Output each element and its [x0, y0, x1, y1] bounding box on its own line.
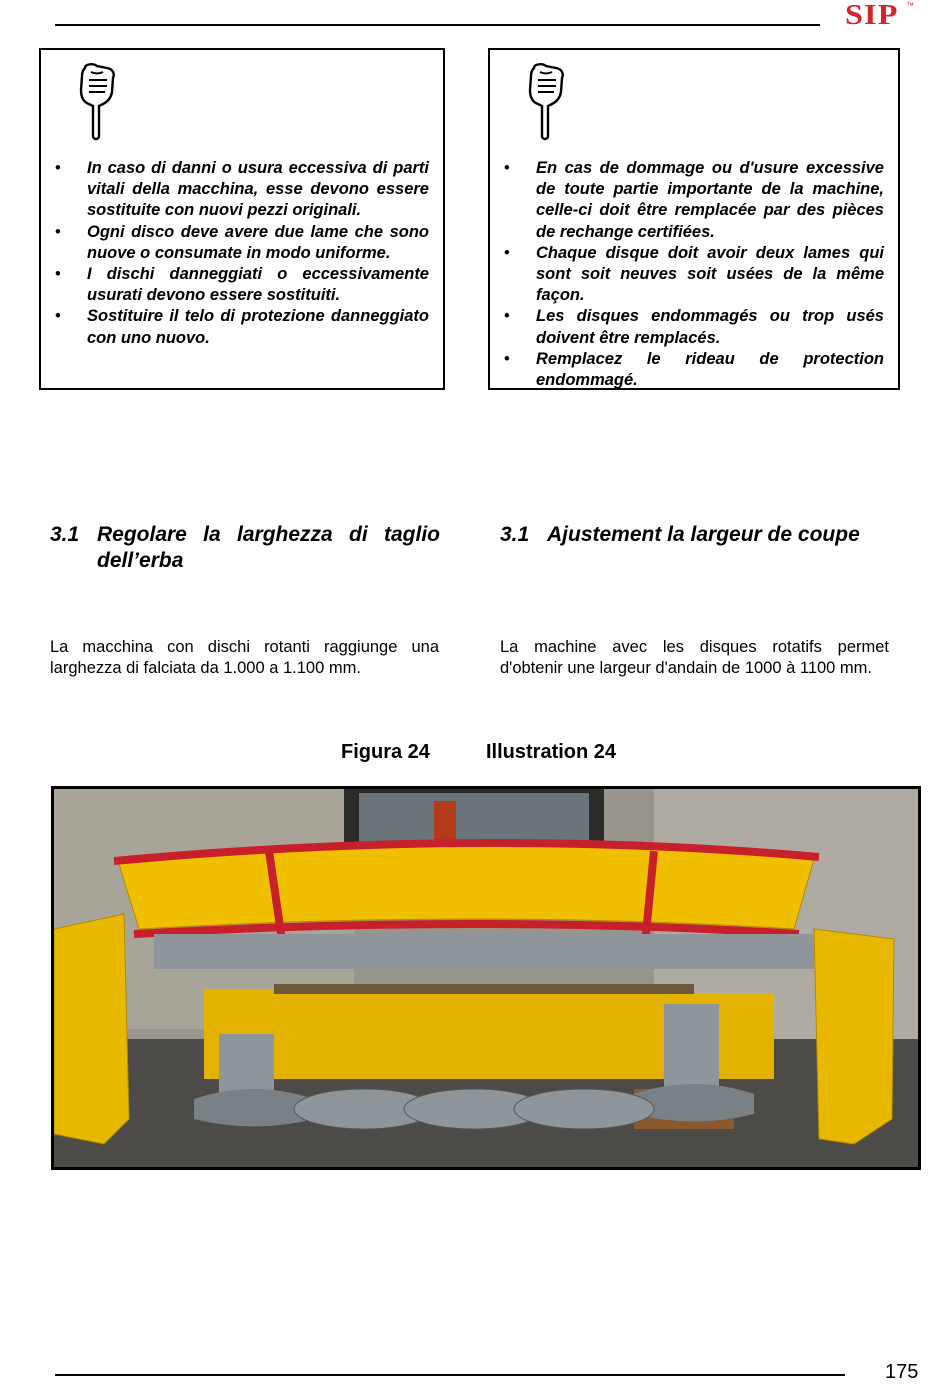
list-item: • Remplacez le rideau de protection endommagé. [504, 349, 884, 390]
list-item: • Chaque disque doit avoir deux lames qui sont soit neuves soit usées de la même façon. [504, 243, 884, 305]
pointing-hand-icon [526, 62, 566, 142]
section-title-french [500, 522, 900, 548]
warning-box-italian [39, 48, 445, 390]
list-item: • I dischi danneggiati o eccessivamente usurati devono essere sostituiti. [55, 265, 429, 305]
section-number: 3.1 [50, 523, 80, 546]
warning-list-french [500, 158, 884, 391]
list-item: • In caso di danni o usura eccessiva di parti vitali della macchina, esse devono essere sostituite con nuovi pezzi originali. [55, 159, 429, 220]
list-item: • Les disques endommagés ou trop usés doivent être remplacés. [504, 307, 884, 347]
paragraph-italian: La macchina con dischi rotanti raggiunge una larghezza di falciata da 1.000 a 1.100 mm. [50, 638, 439, 677]
figure-caption-french: Illustration 24 [486, 741, 617, 763]
figure-caption-italian: Figura 24 [341, 741, 430, 763]
list-item: • Ogni disco deve avere due lame che sono nuove o consumate in modo uniforme. [55, 222, 429, 262]
section-title-italian [50, 522, 440, 574]
section-heading-text: Regolare la larghezza di taglio dell’erba [97, 523, 440, 572]
warning-list-italian [51, 158, 429, 349]
pointing-hand-icon [77, 62, 117, 142]
sip-logo: SIP [845, 0, 899, 31]
list-item: • En cas de dommage ou d'usure excessive de toute partie importante de la machine, celle-ci doit être remplacée par des pièces de rechange certifiées. [504, 159, 884, 241]
paragraph-french: La machine avec les disques rotatifs permet d'obtenir une largeur d'andain de 1000 à 1100 mm. [500, 638, 889, 677]
page-number: 175 [885, 1361, 919, 1383]
section-number: 3.1 [500, 523, 530, 546]
mower-photo [51, 786, 921, 1170]
footer-rule [55, 1374, 845, 1376]
mower-illustration [54, 789, 918, 1167]
trademark-symbol: ™ [906, 1, 914, 10]
header-rule [55, 24, 820, 26]
list-item: • Sostituire il telo di protezione danneggiato con uno nuovo. [55, 307, 429, 347]
warning-box-french [488, 48, 900, 390]
section-heading-text: Ajustement la largeur de coupe [547, 523, 860, 546]
